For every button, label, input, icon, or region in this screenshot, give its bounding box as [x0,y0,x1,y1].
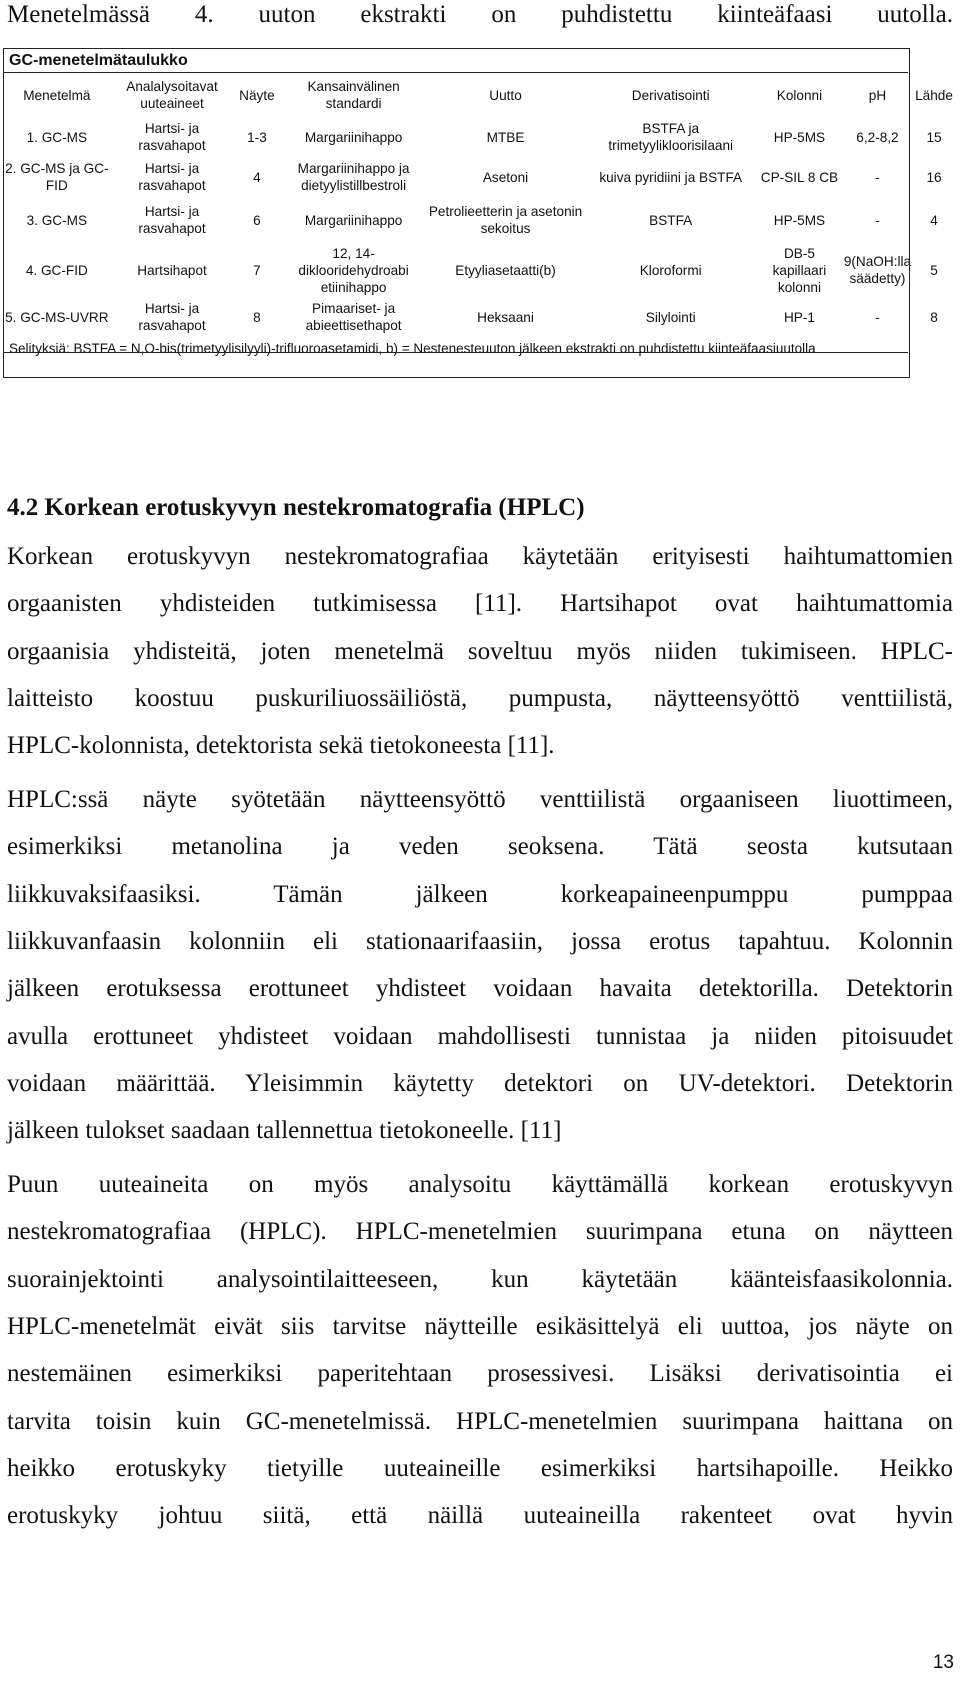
text-line: nestemäinen esimerkiksi paperitehtaan prosessivesi. Lisäksi derivatisointia ei [7,1360,953,1388]
table-row [3,298,955,336]
header-cell: Näyte [239,87,275,103]
table-cell: 3. GC-MS [26,212,88,228]
text-line: erotuskyky johtuu siitä, että näillä uuteaineilla rakenteet ovat hyvin [7,1502,953,1530]
table-cell: 7 [253,262,261,278]
table-cell: 5 [930,262,938,278]
table-cell: Heksaani [477,309,534,325]
table-cell: 4 [930,212,938,228]
table-cell: 15 [926,129,942,145]
table-cell: - [875,212,880,228]
table-cell: DB-5 kapillaari kolonni [772,245,827,295]
gc-method-table [3,48,955,360]
header-cell: Menetelmä [23,87,91,103]
table-cell: 1-3 [247,129,267,145]
table-cell: Margariinihappo [304,129,403,145]
table-title: GC-menetelmätaulukko [9,51,188,69]
text-line: Puun uuteaineita on myös analysoitu käyttämällä korkean erotuskyvyn [7,1171,953,1198]
table-cell: Hartsi- ja rasvahapot [138,161,206,193]
text-line: heikko erotuskyky tietyille uuteaineille esimerkiksi hartsihapoille. Heikko [7,1454,953,1482]
table-cell: Hartsihapot [137,262,207,278]
header-cell: pH [868,87,887,103]
table-cell: CP-SIL 8 CB [760,169,839,185]
text-line: orgaanisia yhdisteitä, joten menetelmä soveltuu myös niiden tukimiseen. HPLC- [7,637,953,665]
table-cell: BSTFA [649,212,693,228]
header-cell: Kansainvälinen standardi [307,79,400,111]
table-cell: Silylointi [645,309,696,325]
section-heading: 4.2 Korkean erotuskyvyn nestekromatografia (HPLC) [7,494,585,521]
table-row [3,242,955,298]
text-line: suorainjektointi analysointilaitteeseen, kun käytetään käänteisfaasikolonnia. [7,1265,953,1293]
intro-line: Menetelmässä 4. uuton ekstrakti on puhdistettu kiinteäfaasi uutolla. [7,1,953,28]
text-line: jälkeen erotuksessa erottuneet yhdisteet voidaan havaita detektorilla. Detektorin [7,975,953,1003]
table-cell: Margariinihappo [304,212,403,228]
text-line: jälkeen tulokset saadaan tallennettua tietokoneelle. [11] [7,1117,562,1145]
table-cell: Petrolieetterin ja asetonin sekoitus [428,204,583,236]
header-cell: Lähde [915,87,953,103]
table-cell: MTBE [486,129,525,145]
text-line: Korkean erotuskyvyn nestekromatografiaa käytetään erityisesti haihtumattomien [7,543,953,570]
table-cell: kuiva pyridiini ja BSTFA [599,169,743,185]
table-cell: 12, 14-diklooridehydroabi etiinihappo [298,245,409,295]
table-cell: HP-1 [783,309,815,325]
table-cell: 4 [253,169,261,185]
header-cell: Derivatisointi [631,87,710,103]
text-line: HPLC-kolonnista, detektorista sekä tietokoneesta [11]. [7,732,555,760]
header-cell: Kolonni [776,87,823,103]
table-cell: Hartsi- ja rasvahapot [138,204,206,236]
text-line: HPLC:ssä näyte syötetään näytteensyöttö venttiilistä orgaaniseen liuottimeen, [7,786,953,813]
table-cell: Kloroformi [639,262,702,278]
table-row [3,156,955,198]
table-row [3,118,955,156]
table-cell: 8 [930,309,938,325]
table-cell: 8 [253,309,261,325]
table-cell: 2. GC-MS ja GC-FID [5,161,109,193]
text-line: tarvita toisin kuin GC-menetelmissä. HPLC-menetelmien suurimpana haittana on [7,1407,953,1435]
table-cell: - [875,169,880,185]
text-line: nestekromatografiaa (HPLC). HPLC-menetelmien suurimpana etuna on näytteen [7,1218,953,1246]
text-line: voidaan määrittää. Yleisimmin käytetty detektori on UV-detektori. Detektorin [7,1069,953,1097]
table-cell: 6 [253,212,261,228]
table-cell: Pimaariset- ja abieettisethapot [305,301,402,333]
text-line: laitteisto koostuu puskuriliuossäiliöstä, pumpusta, näytteensyöttö venttiilistä, [7,684,953,712]
header-cell: Analalysoitavat uuteaineet [126,79,218,111]
table-cell: 1. GC-MS [26,129,88,145]
table-cell: - [875,309,880,325]
table-cell: Hartsi- ja rasvahapot [138,301,206,333]
table-cell: Hartsi- ja rasvahapot [138,121,206,153]
table-row [3,198,955,242]
table-cell: Margariinihappo ja dietyylistillbestroli [297,161,410,193]
table-cell: Etyyliasetaatti(b) [455,262,556,278]
table-cell: 16 [926,169,942,185]
table-cell: 5. GC-MS-UVRR [5,309,109,325]
table-note: Selityksiä: BSTFA = N,O-bis(trimetyylisilyyli)-trifluoroasetamidi, b) = Nestenesteuuton jälkeen ekstrakti on puhdistettu kiinteäfaasiuutolla [9,340,816,356]
text-line: HPLC-menetelmät eivät siis tarvitse näytteille esikäsittelyä eli uuttoa, jos näyte on [7,1312,953,1340]
table-cell: BSTFA ja trimetyylikloorisilaani [608,121,734,153]
text-line: liikkuvaksifaasiksi. Tämän jälkeen korkeapaineenpumppu pumppaa [7,880,953,908]
header-cell: Uutto [489,87,522,103]
text-line: avulla erottuneet yhdisteet voidaan mahdollisesti tunnistaa ja niiden pitoisuudet [7,1022,953,1050]
text-line: esimerkiksi metanolina ja veden seoksena. Tätä seosta kutsutaan [7,833,953,861]
text-line: orgaanisten yhdisteiden tutkimisessa [11]. Hartsihapot ovat haihtumattomia [7,590,953,618]
table-cell: 9(NaOH:lla säädetty) [843,254,912,286]
table-cell: HP-5MS [773,212,826,228]
table-cell: 4. GC-FID [25,262,88,278]
page-number: 13 [932,1652,954,1673]
table-cell: 6,2-8,2 [856,129,899,145]
text-line: liikkuvanfaasin kolonniin eli stationaarifaasiin, jossa erotus tapahtuu. Kolonnin [7,927,953,955]
table-cell: HP-5MS [773,129,826,145]
table-cell: Asetoni [482,169,529,185]
